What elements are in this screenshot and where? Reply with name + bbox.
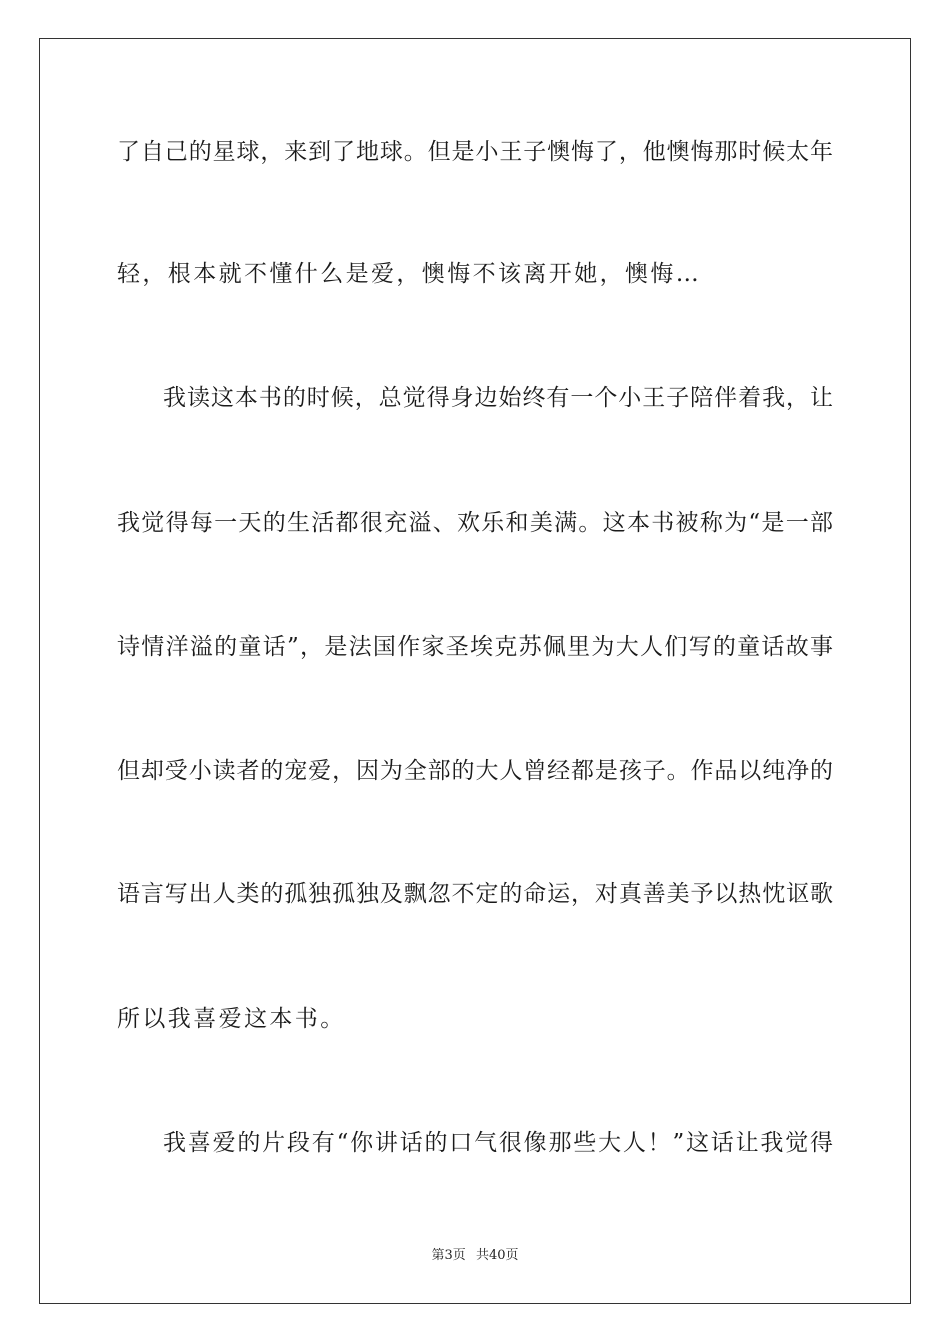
text-line-6: 但却受小读者的宠爱，因为全部的大人曾经都是孩子。作品以纯净的 bbox=[117, 758, 833, 784]
text-line-4: 我觉得每一天的生活都很充溢、欢乐和美满。这本书被称为“是一部 bbox=[117, 510, 833, 536]
text-line-8: 所以我喜爱这本书。 bbox=[117, 1006, 346, 1032]
page-footer bbox=[0, 1247, 950, 1265]
text-line-2: 轻，根本就不懂什么是爱，懊悔不该离开她，懊悔… bbox=[117, 261, 702, 287]
text-line-5: 诗情洋溢的童话”，是法国作家圣埃克苏佩里为大人们写的童话故事 bbox=[117, 634, 833, 660]
text-line-3: 我读这本书的时候，总觉得身边始终有一个小王子陪伴着我，让 bbox=[163, 385, 833, 411]
text-line-9: 我喜爱的片段有“你讲话的口气很像那些大人！”这话让我觉得 bbox=[163, 1130, 833, 1156]
text-line-7: 语言写出人类的孤独孤独及飘忽不定的命运，对真善美予以热忱讴歌 bbox=[117, 881, 833, 907]
current-page-number: 第3页 bbox=[431, 1248, 466, 1263]
total-pages: 共40页 bbox=[475, 1248, 519, 1263]
text-line-1: 了自己的星球，来到了地球。但是小王子懊悔了，他懊悔那时候太年 bbox=[117, 139, 833, 165]
page-frame bbox=[39, 38, 911, 1304]
